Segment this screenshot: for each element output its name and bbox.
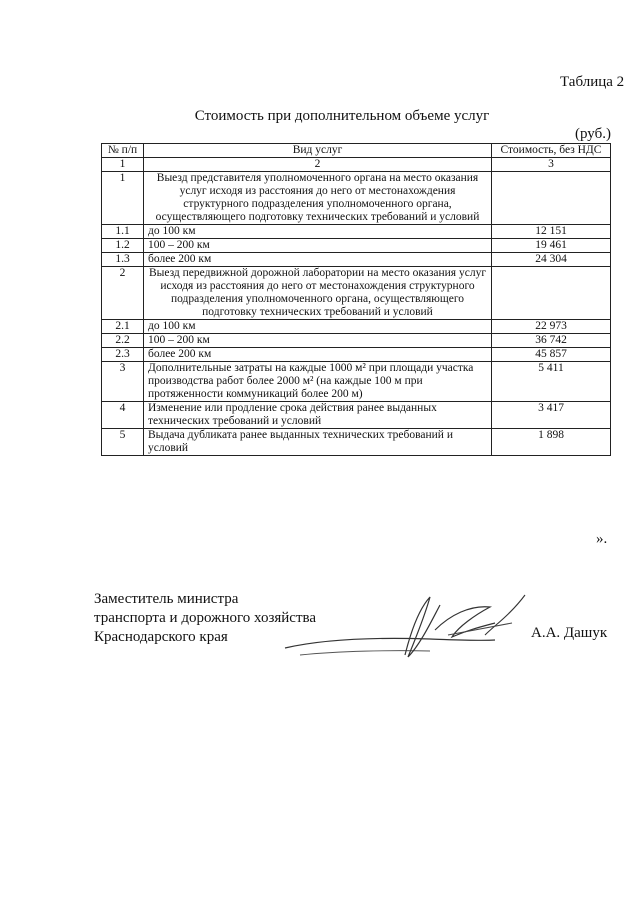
row-num: 1.1 (102, 225, 144, 239)
row-price: 22 973 (492, 320, 611, 334)
signatory-name: А.А. Дашук (531, 625, 608, 641)
row-price (492, 172, 611, 225)
row-service: Выезд представителя уполномоченного органа на место оказания услуг исходя из расстояния до него от местонахождения структурного подразделения уполномоченного органа, осуществляющего подготовку технических требований и условий (144, 172, 492, 225)
header-numbers-row (102, 158, 611, 172)
row-service: до 100 км (144, 225, 492, 239)
row-price: 36 742 (492, 334, 611, 348)
table-label: Таблица 2 (560, 74, 625, 90)
row-price: 1 898 (492, 429, 611, 456)
col-number-1: 1 (102, 158, 144, 172)
row-num: 5 (102, 429, 144, 456)
row-service: Изменение или продление срока действия ранее выданных технических требований и условий (144, 402, 492, 429)
table-row (102, 267, 611, 320)
signatory-line-1: Заместитель министра (94, 591, 239, 607)
row-num: 4 (102, 402, 144, 429)
table-row (102, 172, 611, 225)
table-row (102, 253, 611, 267)
row-num: 1 (102, 172, 144, 225)
row-price: 19 461 (492, 239, 611, 253)
table-row (102, 334, 611, 348)
row-price: 3 417 (492, 402, 611, 429)
row-service: до 100 км (144, 320, 492, 334)
table-row (102, 402, 611, 429)
row-num: 2.2 (102, 334, 144, 348)
row-num: 1.2 (102, 239, 144, 253)
row-num: 1.3 (102, 253, 144, 267)
row-num: 2.1 (102, 320, 144, 334)
row-num: 2 (102, 267, 144, 320)
row-price: 5 411 (492, 362, 611, 402)
table-row (102, 320, 611, 334)
handwritten-signature (280, 585, 530, 670)
closing-quote: ». (596, 531, 608, 547)
services-table (101, 143, 611, 456)
row-service: Выдача дубликата ранее выданных технических требований и условий (144, 429, 492, 456)
row-service: 100 – 200 км (144, 239, 492, 253)
table-row (102, 429, 611, 456)
row-num: 3 (102, 362, 144, 402)
row-service: Выезд передвижной дорожной лаборатории на место оказания услуг исходя из расстояния до него от местонахождения структурного подразделения уполномоченного органа, осуществляющего подготовку технических требований и условий (144, 267, 492, 320)
table-row (102, 362, 611, 402)
header-price: Стоимость, без НДС (492, 144, 611, 158)
row-price: 24 304 (492, 253, 611, 267)
header-row (102, 144, 611, 158)
row-num: 2.3 (102, 348, 144, 362)
col-number-3: 3 (492, 158, 611, 172)
document-title: Стоимость при дополнительном объеме услуг (194, 108, 490, 124)
row-service: более 200 км (144, 348, 492, 362)
signatory-line-2: транспорта и дорожного хозяйства (94, 610, 317, 626)
table-row (102, 239, 611, 253)
row-price: 45 857 (492, 348, 611, 362)
signatory-line-3: Краснодарского края (94, 629, 228, 645)
table-row (102, 225, 611, 239)
header-num: № п/п (102, 144, 144, 158)
col-number-2: 2 (144, 158, 492, 172)
row-price: 12 151 (492, 225, 611, 239)
row-price (492, 267, 611, 320)
row-service: более 200 км (144, 253, 492, 267)
row-service: 100 – 200 км (144, 334, 492, 348)
table-row (102, 348, 611, 362)
row-service: Дополнительные затраты на каждые 1000 м² при площади участка производства работ более 2000 м² (на каждые 100 м при протяженности коммуникаций более 200 м) (144, 362, 492, 402)
unit-label: (руб.) (575, 126, 611, 142)
header-service: Вид услуг (144, 144, 492, 158)
